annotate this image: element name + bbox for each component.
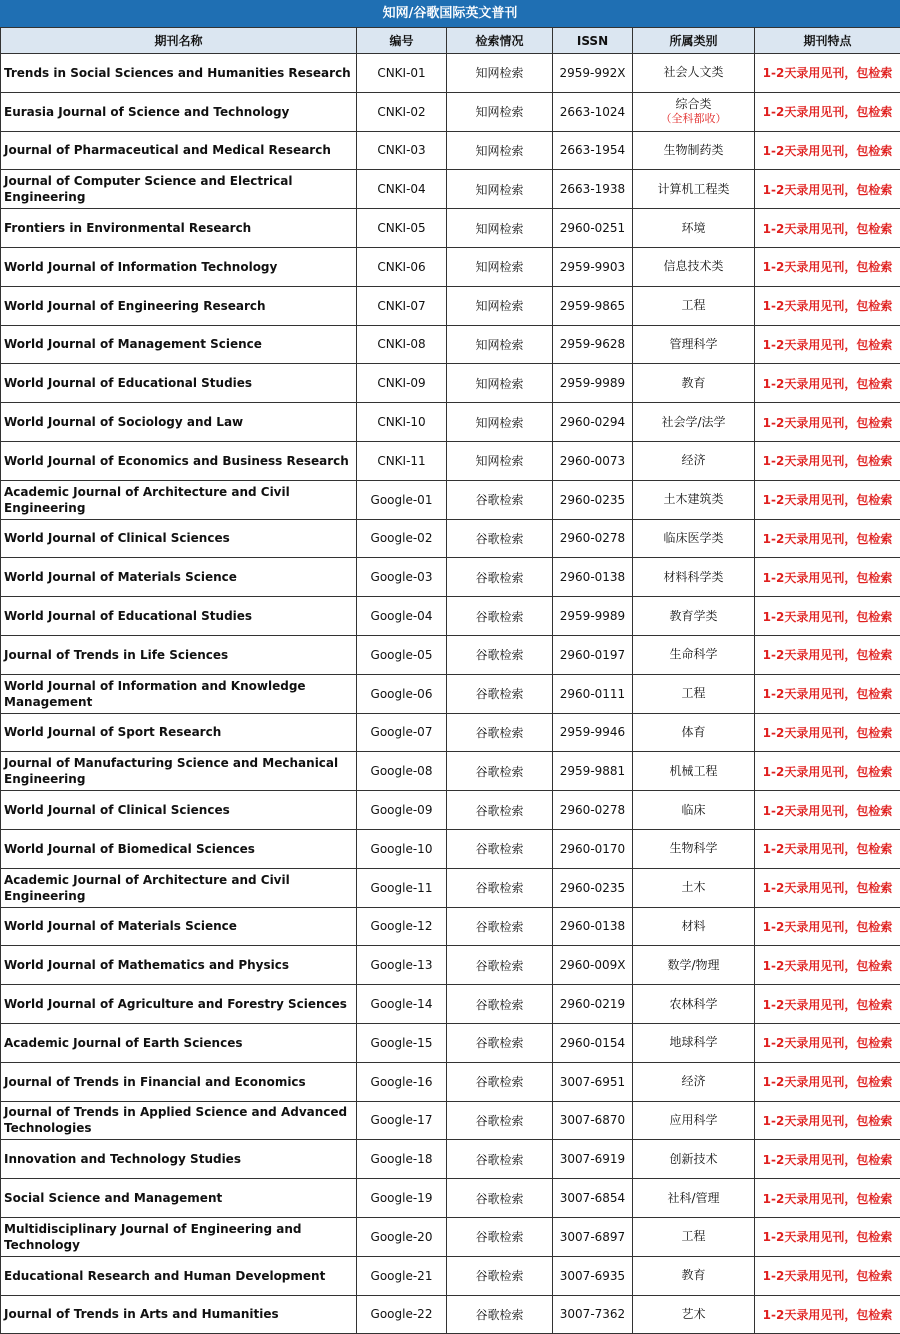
journal-name-cell: World Journal of Materials Science (1, 558, 357, 597)
table-row (1, 752, 900, 791)
search-status-cell: 谷歌检索 (447, 1295, 553, 1334)
search-status-cell: 谷歌检索 (447, 674, 553, 713)
feature-cell: 1-2天录用见刊，包检索 (755, 597, 900, 636)
issn-cell: 2959-9903 (553, 247, 633, 286)
search-status-cell: 知网检索 (447, 403, 553, 442)
category-label: 临床 (633, 803, 754, 818)
category-cell (633, 1295, 755, 1334)
feature-cell: 1-2天录用见刊，包检索 (755, 1295, 900, 1334)
feature-cell: 1-2天录用见刊，包检索 (755, 791, 900, 830)
feature-cell: 1-2天录用见刊，包检索 (755, 1179, 900, 1218)
category-cell (633, 325, 755, 364)
journal-name-cell: Multidisciplinary Journal of Engineering and Technology (1, 1217, 357, 1256)
journal-code-cell: CNKI-09 (357, 364, 447, 403)
journal-code-cell: Google-15 (357, 1023, 447, 1062)
issn-cell: 2960-0278 (553, 519, 633, 558)
category-cell (633, 1256, 755, 1295)
search-status-cell: 谷歌检索 (447, 868, 553, 907)
journal-name-cell: World Journal of Materials Science (1, 907, 357, 946)
feature-cell: 1-2天录用见刊，包检索 (755, 829, 900, 868)
journal-name-cell: Trends in Social Sciences and Humanities Research (1, 54, 357, 93)
journal-name-cell: World Journal of Biomedical Sciences (1, 829, 357, 868)
category-cell (633, 480, 755, 519)
table-row (1, 325, 900, 364)
table-row (1, 674, 900, 713)
sheet-title: 知网/谷歌国际英文普刊 (0, 0, 900, 27)
search-status-cell: 谷歌检索 (447, 946, 553, 985)
category-label: 临床医学类 (633, 531, 754, 546)
issn-cell: 2663-1024 (553, 92, 633, 131)
table-header-row (1, 28, 900, 54)
journal-code-cell: Google-02 (357, 519, 447, 558)
feature-cell: 1-2天录用见刊，包检索 (755, 1217, 900, 1256)
feature-cell: 1-2天录用见刊，包检索 (755, 985, 900, 1024)
table-row (1, 558, 900, 597)
table-row (1, 480, 900, 519)
search-status-cell: 知网检索 (447, 364, 553, 403)
category-cell (633, 752, 755, 791)
category-cell (633, 170, 755, 209)
category-cell (633, 441, 755, 480)
category-label: 土木 (633, 880, 754, 895)
table-row (1, 170, 900, 209)
search-status-cell: 知网检索 (447, 209, 553, 248)
issn-cell: 2959-992X (553, 54, 633, 93)
journal-name-cell: Journal of Trends in Arts and Humanities (1, 1295, 357, 1334)
issn-cell: 2959-9628 (553, 325, 633, 364)
journal-name-cell: Journal of Computer Science and Electrical Engineering (1, 170, 357, 209)
table-row (1, 791, 900, 830)
category-label: 社会人文类 (633, 65, 754, 80)
journal-code-cell: Google-12 (357, 907, 447, 946)
category-label: 经济 (633, 1074, 754, 1089)
issn-cell: 2960-0138 (553, 907, 633, 946)
issn-cell: 2663-1954 (553, 131, 633, 170)
category-cell (633, 1101, 755, 1140)
category-cell (633, 713, 755, 752)
category-cell (633, 791, 755, 830)
journal-code-cell: Google-19 (357, 1179, 447, 1218)
search-status-cell: 谷歌检索 (447, 635, 553, 674)
table-row (1, 1295, 900, 1334)
issn-cell: 2960-0219 (553, 985, 633, 1024)
feature-cell: 1-2天录用见刊，包检索 (755, 946, 900, 985)
issn-cell: 2960-0251 (553, 209, 633, 248)
issn-cell: 3007-6897 (553, 1217, 633, 1256)
category-cell (633, 985, 755, 1024)
feature-cell: 1-2天录用见刊，包检索 (755, 674, 900, 713)
category-label: 环境 (633, 221, 754, 236)
journal-code-cell: CNKI-04 (357, 170, 447, 209)
feature-cell: 1-2天录用见刊，包检索 (755, 1023, 900, 1062)
journal-code-cell: CNKI-11 (357, 441, 447, 480)
category-cell (633, 1023, 755, 1062)
category-cell (633, 247, 755, 286)
category-cell (633, 907, 755, 946)
journal-code-cell: CNKI-03 (357, 131, 447, 170)
issn-cell: 2960-0197 (553, 635, 633, 674)
search-status-cell: 知网检索 (447, 54, 553, 93)
feature-cell: 1-2天录用见刊，包检索 (755, 92, 900, 131)
journal-name-cell: Journal of Trends in Life Sciences (1, 635, 357, 674)
category-cell (633, 209, 755, 248)
category-label: 土木建筑类 (633, 492, 754, 507)
issn-cell: 2960-0278 (553, 791, 633, 830)
journal-code-cell: Google-07 (357, 713, 447, 752)
table-row (1, 247, 900, 286)
issn-cell: 3007-6935 (553, 1256, 633, 1295)
search-status-cell: 谷歌检索 (447, 907, 553, 946)
journal-code-cell: Google-11 (357, 868, 447, 907)
category-cell (633, 403, 755, 442)
search-status-cell: 谷歌检索 (447, 480, 553, 519)
table-row (1, 907, 900, 946)
category-cell (633, 597, 755, 636)
table-row (1, 1256, 900, 1295)
journal-name-cell: World Journal of Agriculture and Forestry Sciences (1, 985, 357, 1024)
issn-cell: 2960-009X (553, 946, 633, 985)
feature-cell: 1-2天录用见刊，包检索 (755, 325, 900, 364)
category-label: 艺术 (633, 1307, 754, 1322)
feature-cell: 1-2天录用见刊，包检索 (755, 170, 900, 209)
journal-code-cell: Google-18 (357, 1140, 447, 1179)
category-label: 经济 (633, 453, 754, 468)
category-cell (633, 92, 755, 131)
journal-name-cell: Academic Journal of Architecture and Civil Engineering (1, 480, 357, 519)
journal-code-cell: CNKI-08 (357, 325, 447, 364)
category-label: 地球科学 (633, 1035, 754, 1050)
feature-cell: 1-2天录用见刊，包检索 (755, 131, 900, 170)
header-name: 期刊名称 (1, 28, 357, 54)
issn-cell: 2959-9881 (553, 752, 633, 791)
category-label: 教育学类 (633, 609, 754, 624)
search-status-cell: 谷歌检索 (447, 1256, 553, 1295)
feature-cell: 1-2天录用见刊，包检索 (755, 635, 900, 674)
category-label: 农林科学 (633, 997, 754, 1012)
category-cell (633, 1140, 755, 1179)
search-status-cell: 谷歌检索 (447, 597, 553, 636)
search-status-cell: 谷歌检索 (447, 1179, 553, 1218)
journal-code-cell: Google-13 (357, 946, 447, 985)
journal-name-cell: Journal of Manufacturing Science and Mechanical Engineering (1, 752, 357, 791)
category-cell (633, 364, 755, 403)
journal-name-cell: World Journal of Engineering Research (1, 286, 357, 325)
table-row (1, 92, 900, 131)
category-label: 计算机工程类 (633, 182, 754, 197)
journal-code-cell: Google-22 (357, 1295, 447, 1334)
journal-name-cell: World Journal of Economics and Business Research (1, 441, 357, 480)
search-status-cell: 谷歌检索 (447, 752, 553, 791)
category-cell (633, 519, 755, 558)
category-label: 生物制药类 (633, 143, 754, 158)
search-status-cell: 知网检索 (447, 170, 553, 209)
feature-cell: 1-2天录用见刊，包检索 (755, 480, 900, 519)
feature-cell: 1-2天录用见刊，包检索 (755, 286, 900, 325)
journal-name-cell: Frontiers in Environmental Research (1, 209, 357, 248)
feature-cell: 1-2天录用见刊，包检索 (755, 54, 900, 93)
journal-code-cell: CNKI-02 (357, 92, 447, 131)
issn-cell: 3007-7362 (553, 1295, 633, 1334)
journal-name-cell: World Journal of Sociology and Law (1, 403, 357, 442)
search-status-cell: 谷歌检索 (447, 713, 553, 752)
table-row (1, 1140, 900, 1179)
table-row (1, 597, 900, 636)
feature-cell: 1-2天录用见刊，包检索 (755, 403, 900, 442)
table-row (1, 635, 900, 674)
category-label: 材料 (633, 919, 754, 934)
issn-cell: 2960-0111 (553, 674, 633, 713)
feature-cell: 1-2天录用见刊，包检索 (755, 364, 900, 403)
journal-table (0, 27, 900, 1334)
journal-code-cell: CNKI-07 (357, 286, 447, 325)
category-label: 生命科学 (633, 647, 754, 662)
category-cell (633, 868, 755, 907)
table-row (1, 403, 900, 442)
journal-code-cell: Google-21 (357, 1256, 447, 1295)
issn-cell: 2960-0138 (553, 558, 633, 597)
issn-cell: 2960-0073 (553, 441, 633, 480)
search-status-cell: 知网检索 (447, 441, 553, 480)
journal-code-cell: CNKI-01 (357, 54, 447, 93)
journal-code-cell: CNKI-05 (357, 209, 447, 248)
table-row (1, 1179, 900, 1218)
issn-cell: 3007-6854 (553, 1179, 633, 1218)
journal-code-cell: Google-16 (357, 1062, 447, 1101)
category-label: 综合类 (633, 97, 754, 112)
table-row (1, 209, 900, 248)
search-status-cell: 知网检索 (447, 92, 553, 131)
header-search: 检索情况 (447, 28, 553, 54)
journal-name-cell: Social Science and Management (1, 1179, 357, 1218)
search-status-cell: 谷歌检索 (447, 791, 553, 830)
category-label: 管理科学 (633, 337, 754, 352)
category-label: 工程 (633, 686, 754, 701)
journal-name-cell: Academic Journal of Earth Sciences (1, 1023, 357, 1062)
feature-cell: 1-2天录用见刊，包检索 (755, 713, 900, 752)
issn-cell: 2960-0235 (553, 480, 633, 519)
feature-cell: 1-2天录用见刊，包检索 (755, 868, 900, 907)
journal-name-cell: World Journal of Clinical Sciences (1, 519, 357, 558)
category-cell (633, 54, 755, 93)
issn-cell: 2663-1938 (553, 170, 633, 209)
journal-code-cell: Google-14 (357, 985, 447, 1024)
journal-name-cell: Journal of Pharmaceutical and Medical Research (1, 131, 357, 170)
category-label: 教育 (633, 376, 754, 391)
category-label: 应用科学 (633, 1113, 754, 1128)
search-status-cell: 知网检索 (447, 286, 553, 325)
issn-cell: 3007-6951 (553, 1062, 633, 1101)
issn-cell: 2960-0170 (553, 829, 633, 868)
journal-name-cell: Educational Research and Human Development (1, 1256, 357, 1295)
issn-cell: 2959-9946 (553, 713, 633, 752)
journal-name-cell: Journal of Trends in Financial and Economics (1, 1062, 357, 1101)
category-cell (633, 131, 755, 170)
search-status-cell: 知网检索 (447, 131, 553, 170)
table-row (1, 131, 900, 170)
feature-cell: 1-2天录用见刊，包检索 (755, 1101, 900, 1140)
category-cell (633, 1217, 755, 1256)
category-label: 数学/物理 (633, 958, 754, 973)
search-status-cell: 谷歌检索 (447, 1062, 553, 1101)
journal-name-cell: Innovation and Technology Studies (1, 1140, 357, 1179)
category-label: 社科/管理 (633, 1191, 754, 1206)
feature-cell: 1-2天录用见刊，包检索 (755, 1140, 900, 1179)
feature-cell: 1-2天录用见刊，包检索 (755, 247, 900, 286)
issn-cell: 3007-6870 (553, 1101, 633, 1140)
category-label: 工程 (633, 1229, 754, 1244)
header-feature: 期刊特点 (755, 28, 900, 54)
journal-code-cell: Google-03 (357, 558, 447, 597)
category-cell (633, 946, 755, 985)
category-cell (633, 1062, 755, 1101)
table-row (1, 829, 900, 868)
table-row (1, 54, 900, 93)
header-issn: ISSN (553, 28, 633, 54)
journal-name-cell: World Journal of Sport Research (1, 713, 357, 752)
journal-name-cell: Eurasia Journal of Science and Technology (1, 92, 357, 131)
journal-name-cell: World Journal of Mathematics and Physics (1, 946, 357, 985)
journal-name-cell: World Journal of Clinical Sciences (1, 791, 357, 830)
journal-code-cell: CNKI-10 (357, 403, 447, 442)
table-row (1, 441, 900, 480)
issn-cell: 2960-0235 (553, 868, 633, 907)
category-label: 材料科学类 (633, 570, 754, 585)
journal-code-cell: Google-10 (357, 829, 447, 868)
category-label: 体育 (633, 725, 754, 740)
table-row (1, 946, 900, 985)
search-status-cell: 谷歌检索 (447, 1101, 553, 1140)
category-cell (633, 674, 755, 713)
journal-name-cell: Academic Journal of Architecture and Civil Engineering (1, 868, 357, 907)
journal-code-cell: CNKI-06 (357, 247, 447, 286)
table-body (1, 54, 900, 1334)
issn-cell: 2959-9865 (553, 286, 633, 325)
issn-cell: 2960-0154 (553, 1023, 633, 1062)
journal-code-cell: Google-01 (357, 480, 447, 519)
category-cell (633, 286, 755, 325)
journal-name-cell: World Journal of Management Science (1, 325, 357, 364)
issn-cell: 3007-6919 (553, 1140, 633, 1179)
table-row (1, 1023, 900, 1062)
category-label: 教育 (633, 1268, 754, 1283)
journal-name-cell: World Journal of Information Technology (1, 247, 357, 286)
feature-cell: 1-2天录用见刊，包检索 (755, 907, 900, 946)
search-status-cell: 谷歌检索 (447, 519, 553, 558)
category-cell (633, 558, 755, 597)
table-row (1, 713, 900, 752)
feature-cell: 1-2天录用见刊，包检索 (755, 519, 900, 558)
journal-code-cell: Google-09 (357, 791, 447, 830)
journal-code-cell: Google-17 (357, 1101, 447, 1140)
search-status-cell: 谷歌检索 (447, 1140, 553, 1179)
search-status-cell: 谷歌检索 (447, 985, 553, 1024)
category-label: 生物科学 (633, 841, 754, 856)
category-cell (633, 635, 755, 674)
journal-code-cell: Google-05 (357, 635, 447, 674)
issn-cell: 2959-9989 (553, 597, 633, 636)
category-cell (633, 829, 755, 868)
issn-cell: 2959-9989 (553, 364, 633, 403)
table-row (1, 1101, 900, 1140)
search-status-cell: 谷歌检索 (447, 829, 553, 868)
search-status-cell: 谷歌检索 (447, 1217, 553, 1256)
feature-cell: 1-2天录用见刊，包检索 (755, 558, 900, 597)
journal-code-cell: Google-04 (357, 597, 447, 636)
table-row (1, 364, 900, 403)
category-label: 创新技术 (633, 1152, 754, 1167)
feature-cell: 1-2天录用见刊，包检索 (755, 752, 900, 791)
feature-cell: 1-2天录用见刊，包检索 (755, 1256, 900, 1295)
feature-cell: 1-2天录用见刊，包检索 (755, 209, 900, 248)
table-row (1, 868, 900, 907)
table-row (1, 519, 900, 558)
journal-code-cell: Google-20 (357, 1217, 447, 1256)
journal-code-cell: Google-08 (357, 752, 447, 791)
journal-name-cell: World Journal of Educational Studies (1, 364, 357, 403)
search-status-cell: 知网检索 (447, 247, 553, 286)
category-label: 工程 (633, 298, 754, 313)
category-cell (633, 1179, 755, 1218)
category-label: 社会学/法学 (633, 415, 754, 430)
feature-cell: 1-2天录用见刊，包检索 (755, 441, 900, 480)
journal-name-cell: Journal of Trends in Applied Science and Advanced Technologies (1, 1101, 357, 1140)
category-label: 信息技术类 (633, 259, 754, 274)
search-status-cell: 知网检索 (447, 325, 553, 364)
table-row (1, 1217, 900, 1256)
journal-name-cell: World Journal of Educational Studies (1, 597, 357, 636)
header-category: 所属类别 (633, 28, 755, 54)
category-label: 机械工程 (633, 764, 754, 779)
journal-name-cell: World Journal of Information and Knowledge Management (1, 674, 357, 713)
category-note: （全科都收） (633, 112, 754, 126)
search-status-cell: 谷歌检索 (447, 558, 553, 597)
table-row (1, 1062, 900, 1101)
table-row (1, 286, 900, 325)
header-code: 编号 (357, 28, 447, 54)
search-status-cell: 谷歌检索 (447, 1023, 553, 1062)
feature-cell: 1-2天录用见刊，包检索 (755, 1062, 900, 1101)
journal-code-cell: Google-06 (357, 674, 447, 713)
issn-cell: 2960-0294 (553, 403, 633, 442)
table-row (1, 985, 900, 1024)
